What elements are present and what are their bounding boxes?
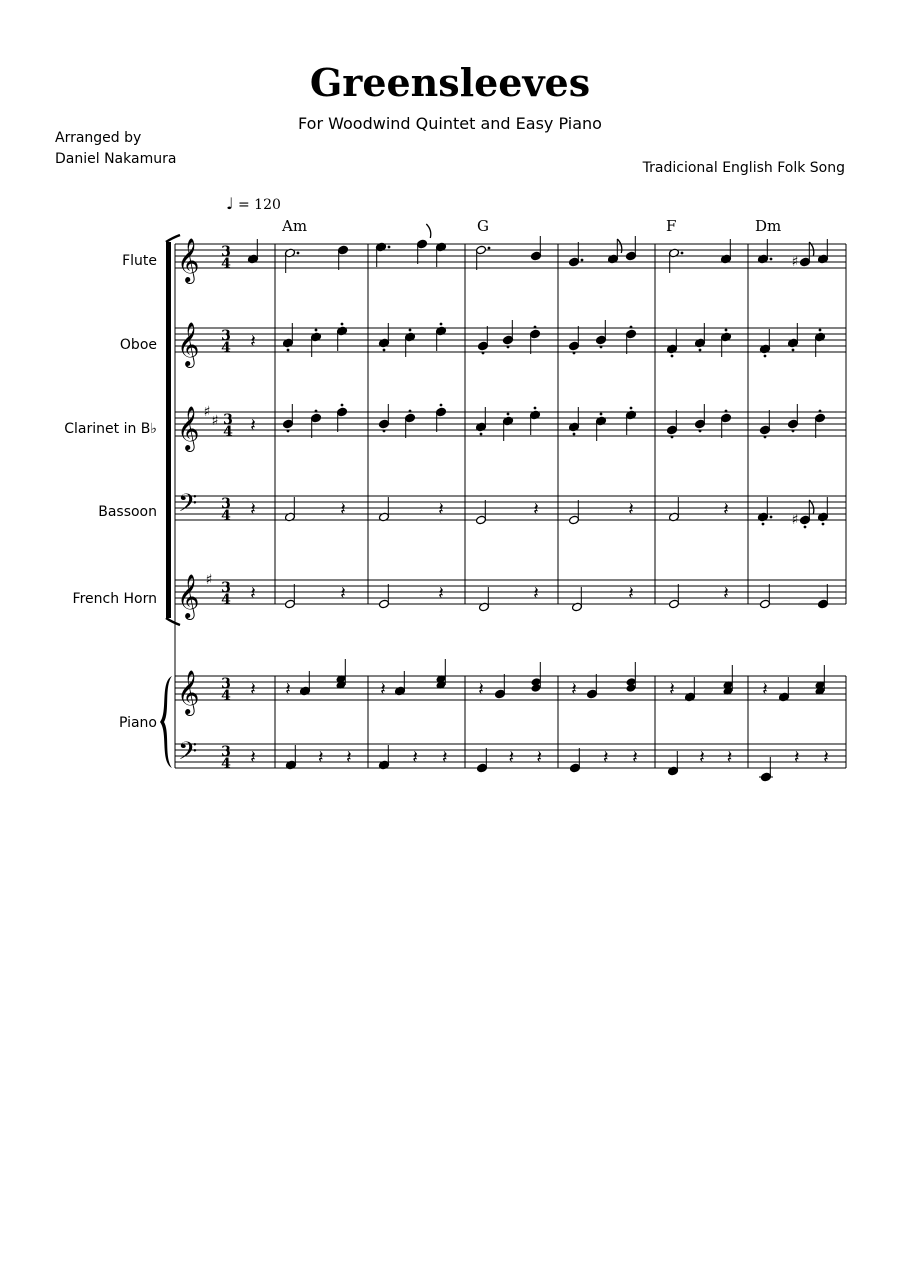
staff-flute: [175, 244, 846, 268]
staccato-dot: [409, 329, 412, 332]
note: [669, 584, 680, 609]
treble-clef-icon: 𝄞: [177, 238, 200, 282]
quarter-rest-icon: 𝄽: [478, 679, 484, 700]
staccato-dot: [725, 410, 728, 413]
note: [436, 323, 447, 351]
note: [668, 751, 679, 776]
chord-symbol-f: F: [666, 217, 677, 235]
staccato-dot: [822, 523, 825, 526]
note: [608, 239, 622, 264]
note: [760, 584, 771, 609]
staccato-dot: [573, 352, 576, 355]
staccato-dot: [534, 407, 537, 410]
staccato-dot: [671, 436, 674, 439]
quarter-rest-icon: 𝄽: [762, 679, 768, 700]
note: [667, 329, 678, 357]
treble-clef-icon: 𝄞: [177, 574, 200, 618]
staccato-dot: [287, 349, 290, 352]
quarter-rest-icon: 𝄽: [533, 583, 539, 604]
note: [311, 329, 322, 357]
instrument-name-flute: Flute: [122, 253, 157, 269]
note: [476, 245, 491, 270]
staff-bassoon: [175, 496, 846, 520]
staccato-dot: [699, 430, 702, 433]
staccato-dot: [341, 323, 344, 326]
time-signature-top: 3: [221, 580, 231, 596]
chord-notes: [815, 665, 826, 696]
instrument-name-piano: Piano: [118, 715, 157, 731]
note: [379, 497, 390, 522]
note: [788, 323, 799, 351]
piano-brace: [160, 676, 172, 768]
bass-clef-icon: 𝄢: [178, 489, 198, 524]
staccato-dot: [671, 355, 674, 358]
staccato-dot: [792, 430, 795, 433]
note: [721, 329, 732, 357]
treble-clef-icon: 𝄞: [177, 406, 200, 450]
note: [337, 323, 348, 351]
staff-piano-rh: [175, 676, 846, 700]
note: [379, 745, 390, 770]
key-sharp-icon: ♯: [211, 413, 219, 429]
note: [818, 584, 829, 609]
staccato-dot: [804, 526, 807, 529]
quarter-rest-icon: 𝄽: [438, 583, 444, 604]
note: [569, 407, 580, 435]
staccato-dot: [507, 413, 510, 416]
staccato-dot: [315, 329, 318, 332]
staccato-dot: [341, 404, 344, 407]
note: [626, 407, 637, 435]
quarter-rest-icon: 𝄽: [441, 747, 448, 768]
note: [477, 748, 488, 773]
staccato-dot: [699, 349, 702, 352]
note: [476, 500, 487, 525]
staccato-dot: [409, 410, 412, 413]
note: [283, 323, 294, 351]
note: [570, 748, 581, 773]
note: [476, 407, 487, 435]
note: [695, 323, 706, 351]
staccato-dot: [315, 410, 318, 413]
staccato-dot: [383, 349, 386, 352]
quarter-rest-icon: 𝄽: [823, 747, 829, 768]
note: [626, 236, 637, 261]
bass-clef-icon: 𝄢: [178, 737, 198, 772]
augmentation-dot: [681, 252, 684, 255]
note: [572, 587, 583, 612]
quarter-rest-icon: 𝄽: [285, 679, 291, 700]
chord-notes: [531, 662, 542, 693]
chord-notes: [336, 659, 347, 690]
staccato-dot: [600, 413, 603, 416]
time-signature-top: 3: [223, 412, 233, 428]
note: [758, 239, 773, 264]
quarter-rest-icon: 𝄽: [438, 499, 444, 520]
quarter-rest-icon: 𝄽: [603, 747, 609, 768]
treble-clef-icon: 𝄞: [177, 322, 200, 366]
quarter-rest-icon: 𝄽: [412, 747, 418, 768]
note: [596, 413, 607, 441]
note: [669, 248, 684, 273]
tempo-value: = 120: [238, 197, 281, 213]
augmentation-dot: [297, 252, 300, 255]
note: [758, 497, 773, 525]
instrument-name-bassoon: Bassoon: [98, 504, 157, 520]
flag: [426, 224, 431, 238]
augmentation-dot: [388, 246, 391, 249]
key-sharp-icon: ♯: [205, 572, 213, 588]
time-signature-top: 3: [221, 328, 231, 344]
note: [376, 242, 391, 267]
staccato-dot: [764, 355, 767, 358]
note: [815, 329, 826, 357]
note: [569, 242, 584, 267]
score-subtitle: For Woodwind Quintet and Easy Piano: [298, 114, 602, 133]
quarter-note-icon: ♩: [226, 194, 234, 213]
quarter-rest-icon: 𝄽: [250, 747, 256, 768]
augmentation-dot: [770, 516, 773, 519]
note: [338, 245, 349, 270]
chord-symbol-g: G: [477, 217, 489, 235]
note: [285, 584, 296, 609]
quarter-rest-icon: 𝄽: [726, 747, 733, 768]
quarter-rest-icon: 𝄽: [346, 747, 352, 768]
quarter-rest-icon: 𝄽: [250, 583, 256, 604]
staves: [175, 244, 846, 768]
time-signature-bottom: 4: [221, 508, 231, 524]
staccato-dot: [819, 329, 822, 332]
note: [286, 745, 297, 770]
note: [503, 413, 514, 441]
note: [530, 407, 541, 435]
quarter-rest-icon: 𝄽: [317, 747, 324, 768]
quarter-rest-icon: 𝄽: [723, 499, 729, 520]
chord-symbol-dm: Dm: [755, 217, 782, 235]
quarter-rest-icon: 𝄽: [380, 679, 386, 700]
note: [669, 497, 680, 522]
note: [300, 671, 311, 696]
time-signature-top: 3: [221, 496, 231, 512]
staccato-dot: [440, 404, 443, 407]
staccato-dot: [764, 436, 767, 439]
instrument-name-clarinet: Clarinet in B♭: [64, 421, 157, 437]
time-signature-bottom: 4: [221, 592, 231, 608]
score-title: Greensleeves: [309, 60, 591, 105]
note: [379, 584, 390, 609]
note: [436, 242, 447, 267]
note: [800, 242, 814, 267]
staccato-dot: [725, 329, 728, 332]
flag: [617, 239, 622, 253]
staccato-dot: [573, 433, 576, 436]
quarter-rest-icon: 𝄽: [250, 679, 256, 700]
augmentation-dot: [488, 247, 491, 250]
note: [759, 757, 773, 782]
quarter-rest-icon: 𝄽: [250, 499, 256, 520]
time-signature-top: 3: [221, 744, 231, 760]
instrument-name-oboe: Oboe: [119, 337, 157, 353]
time-signature-bottom: 4: [221, 756, 231, 772]
quarter-rest-icon: 𝄽: [340, 499, 346, 520]
composer-credit: Tradicional English Folk Song: [642, 160, 845, 176]
quarter-rest-icon: 𝄽: [632, 747, 638, 768]
time-signature-top: 3: [221, 244, 231, 260]
time-signature-top: 3: [221, 676, 231, 692]
note: [569, 500, 580, 525]
chord-symbol-am: Am: [282, 217, 308, 235]
staccato-dot: [287, 430, 290, 433]
quarter-rest-icon: 𝄽: [571, 679, 577, 700]
augmentation-dot: [770, 258, 773, 261]
staccato-dot: [762, 523, 765, 526]
note: [495, 674, 506, 699]
quarter-rest-icon: 𝄽: [669, 679, 675, 700]
quarter-rest-icon: 𝄽: [533, 499, 539, 520]
note: [285, 497, 296, 522]
note: [779, 677, 790, 702]
note: [685, 677, 696, 702]
note: [285, 248, 300, 273]
note: [395, 671, 406, 696]
staccato-dot: [630, 326, 633, 329]
staccato-dot: [383, 430, 386, 433]
time-signature-bottom: 4: [221, 688, 231, 704]
note: [818, 239, 829, 264]
staccato-dot: [630, 407, 633, 410]
chord-notes: [626, 662, 637, 693]
staccato-dot: [480, 433, 483, 436]
quarter-rest-icon: 𝄽: [699, 747, 705, 768]
staccato-dot: [482, 352, 485, 355]
quarter-rest-icon: 𝄽: [250, 415, 256, 436]
key-sharp-icon: ♯: [203, 404, 211, 420]
quarter-rest-icon: 𝄽: [794, 747, 800, 768]
note: [760, 329, 771, 357]
staccato-dot: [507, 346, 510, 349]
accidental-sharp-icon: ♯: [791, 512, 799, 528]
note: [479, 587, 490, 612]
chord-notes: [723, 665, 734, 696]
note: [531, 236, 542, 261]
staff-horn: [175, 580, 846, 604]
note: [405, 329, 416, 357]
quarter-rest-icon: 𝄽: [536, 747, 542, 768]
augmentation-dot: [581, 259, 584, 262]
staccato-dot: [819, 410, 822, 413]
instrument-name-french-horn: French Horn: [72, 591, 157, 607]
time-signature-bottom: 4: [221, 340, 231, 356]
quarter-rest-icon: 𝄽: [340, 583, 346, 604]
note: [818, 497, 829, 525]
chord-notes: [436, 659, 447, 690]
note: [248, 239, 259, 264]
note: [721, 239, 732, 264]
arranger-name: Daniel Nakamura: [55, 151, 177, 167]
note: [587, 674, 598, 699]
treble-clef-icon: 𝄞: [177, 670, 200, 714]
staccato-dot: [600, 346, 603, 349]
quarter-rest-icon: 𝄽: [628, 583, 634, 604]
staccato-dot: [440, 323, 443, 326]
staccato-dot: [792, 349, 795, 352]
note: [379, 323, 390, 351]
quarter-rest-icon: 𝄽: [628, 499, 634, 520]
staccato-dot: [534, 326, 537, 329]
quarter-rest-icon: 𝄽: [508, 747, 515, 768]
quarter-rest-icon: 𝄽: [723, 583, 729, 604]
arranger-label: Arranged by: [55, 130, 142, 146]
time-signature-bottom: 4: [223, 424, 233, 440]
accidental-sharp-icon: ♯: [791, 254, 799, 270]
quarter-rest-icon: 𝄽: [250, 331, 256, 352]
time-signature-bottom: 4: [221, 256, 231, 272]
